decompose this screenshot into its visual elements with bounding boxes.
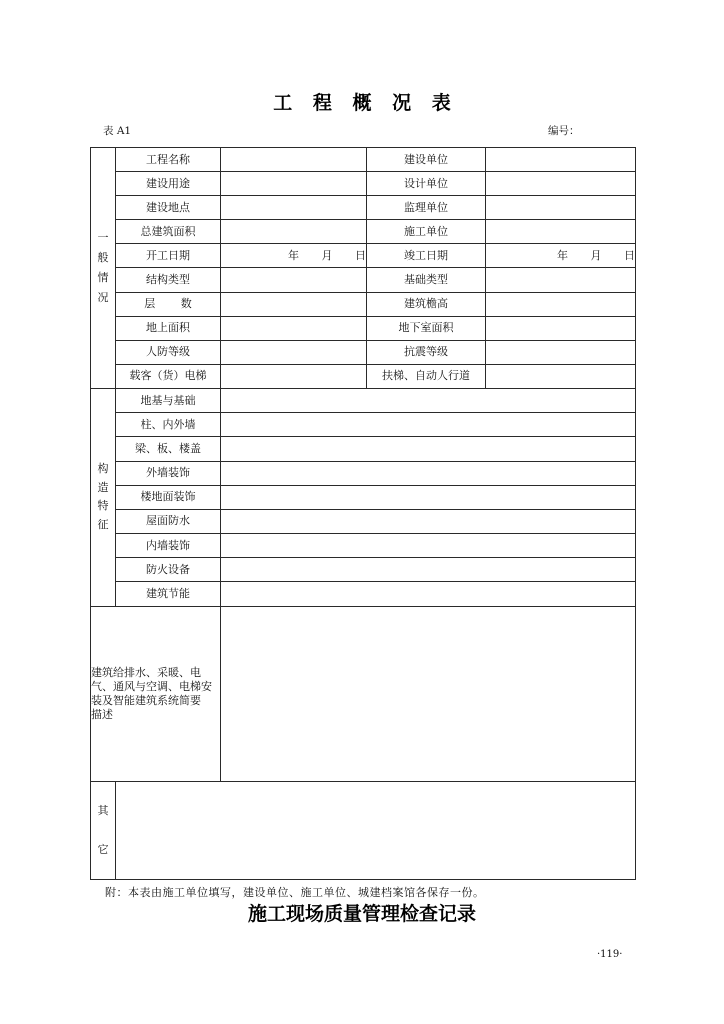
completion-date-label: 竣工日期 <box>367 244 486 268</box>
foundation-type-value <box>486 268 636 292</box>
eave-height-label: 建筑檐高 <box>367 292 486 316</box>
elevator-value <box>221 364 367 388</box>
start-date-value: 年 月 日 <box>221 244 367 268</box>
form-title: 工 程 概 况 表 <box>273 92 451 114</box>
fire-equipment-label: 防火设备 <box>116 558 221 582</box>
interior-finish-value <box>221 534 636 558</box>
foundation-label: 地基与基础 <box>116 388 221 412</box>
roof-waterproofing-value <box>221 509 636 533</box>
systems-description-value <box>221 606 636 781</box>
fire-equipment-value <box>221 558 636 582</box>
building-use-value <box>221 172 367 196</box>
floor-count-value <box>221 292 367 316</box>
seismic-grade-label: 抗震等级 <box>367 340 486 364</box>
next-section-title: 施工现场质量管理检查记录 <box>247 903 476 925</box>
project-name-value <box>221 148 367 172</box>
escalator-value <box>486 364 636 388</box>
section-general <box>91 148 116 389</box>
beams-slabs-value <box>221 437 636 461</box>
roof-waterproofing-label: 屋面防水 <box>116 509 221 533</box>
page-number: ·119· <box>597 949 623 960</box>
start-date-label: 开工日期 <box>116 244 221 268</box>
exterior-finish-value <box>221 461 636 485</box>
design-unit-label: 设计单位 <box>367 172 486 196</box>
completion-date-value: 年 月 日 <box>486 244 636 268</box>
floor-finish-value <box>221 485 636 509</box>
owner-unit-label: 建设单位 <box>367 148 486 172</box>
energy-saving-label: 建筑节能 <box>116 582 221 606</box>
columns-walls-label: 柱、内外墙 <box>116 413 221 437</box>
contractor-value <box>486 220 636 244</box>
table-code: 表 A1 <box>103 125 132 137</box>
building-use-label: 建设用途 <box>116 172 221 196</box>
elevator-label: 载客（货）电梯 <box>116 364 221 388</box>
project-overview-table <box>90 147 636 880</box>
columns-walls-value <box>221 413 636 437</box>
design-unit-value <box>486 172 636 196</box>
project-name-label: 工程名称 <box>116 148 221 172</box>
owner-unit-value <box>486 148 636 172</box>
other-value <box>116 781 636 879</box>
civil-defense-grade-label: 人防等级 <box>116 340 221 364</box>
energy-saving-value <box>221 582 636 606</box>
basement-area-value <box>486 316 636 340</box>
above-ground-area-value <box>221 316 367 340</box>
foundation-value <box>221 388 636 412</box>
serial-number-label: 编号： <box>548 125 580 137</box>
floor-count-label: 层 数 <box>116 292 221 316</box>
civil-defense-grade-value <box>221 340 367 364</box>
site-location-value <box>221 196 367 220</box>
escalator-label: 扶梯、自动人行道 <box>367 364 486 388</box>
foundation-type-label: 基础类型 <box>367 268 486 292</box>
basement-area-label: 地下室面积 <box>367 316 486 340</box>
floor-finish-label: 楼地面装饰 <box>116 485 221 509</box>
structure-type-label: 结构类型 <box>116 268 221 292</box>
above-ground-area-label: 地上面积 <box>116 316 221 340</box>
footnote: 附：本表由施工单位填写，建设单位、施工单位、城建档案馆各保存一份。 <box>105 886 485 899</box>
beams-slabs-label: 梁、板、楼盖 <box>116 437 221 461</box>
section-label-general: 一般情况 <box>97 230 109 304</box>
contractor-label: 施工单位 <box>367 220 486 244</box>
structure-type-value <box>221 268 367 292</box>
systems-description-label: 建筑给排水、采暖、电 气、通风与空调、电梯安 装及智能建筑系统简要 描述 <box>91 606 221 781</box>
section-other <box>91 781 116 879</box>
other-label: 其它 <box>97 804 109 857</box>
seismic-grade-value <box>486 340 636 364</box>
interior-finish-label: 内墙装饰 <box>116 534 221 558</box>
supervision-unit-value <box>486 196 636 220</box>
site-location-label: 建设地点 <box>116 196 221 220</box>
exterior-finish-label: 外墙装饰 <box>116 461 221 485</box>
supervision-unit-label: 监理单位 <box>367 196 486 220</box>
total-floor-area-value <box>221 220 367 244</box>
section-construction <box>91 388 116 606</box>
total-floor-area-label: 总建筑面积 <box>116 220 221 244</box>
eave-height-value <box>486 292 636 316</box>
section-label-construction: 构造特征 <box>97 461 109 531</box>
